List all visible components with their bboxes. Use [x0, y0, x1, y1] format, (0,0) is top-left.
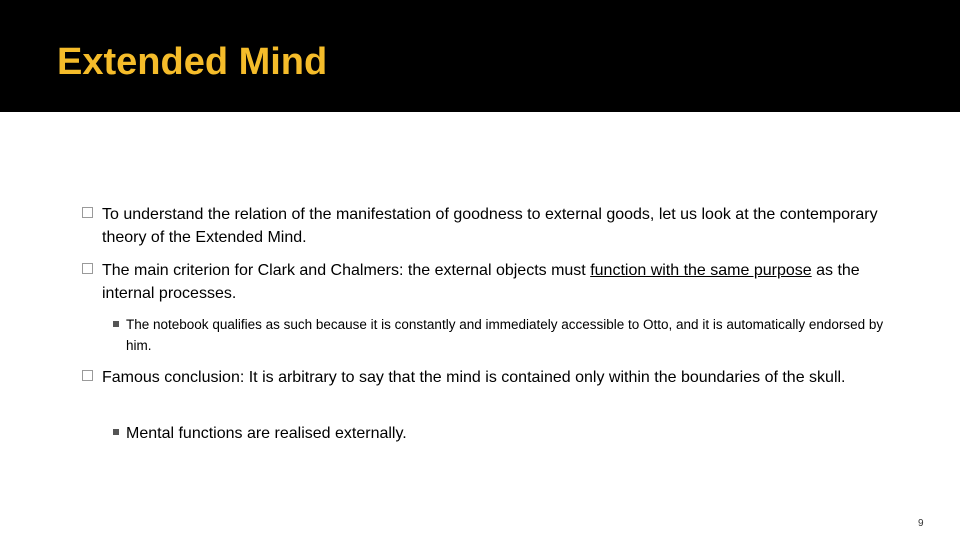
- bullet-3-text: Famous conclusion: It is arbitrary to say that the mind is contained only within the boundaries of the skull.: [102, 369, 846, 386]
- bullet-2-text-end: as the internal processes.: [102, 262, 860, 302]
- bullet-2-text: [102, 259, 882, 305]
- box-bullet-icon: [82, 263, 93, 274]
- sub-bullet-3-1-text: Mental functions are realised externally.: [126, 425, 407, 442]
- sub-bullet-2-1-text: The notebook qualifies as such because it is constantly and immediately accessible to Otto, and it is automatically endorsed by him.: [126, 317, 884, 353]
- page-number: 9: [918, 518, 924, 529]
- square-bullet-icon: [113, 429, 119, 435]
- bullet-2-text-start: The main criterion for Clark and Chalmers: the external objects must: [102, 262, 591, 279]
- slide-title: Extended Mind: [57, 41, 328, 83]
- box-bullet-icon: [82, 370, 93, 381]
- square-bullet-icon: [113, 321, 119, 327]
- bullet-2-underlined-phrase: function with the same purpose: [590, 262, 812, 279]
- box-bullet-icon: [82, 207, 93, 218]
- bullet-1-text: To understand the relation of the manifestation of goodness to external goods, let us look at the contemporary theory of the Extended Mind.: [102, 206, 878, 246]
